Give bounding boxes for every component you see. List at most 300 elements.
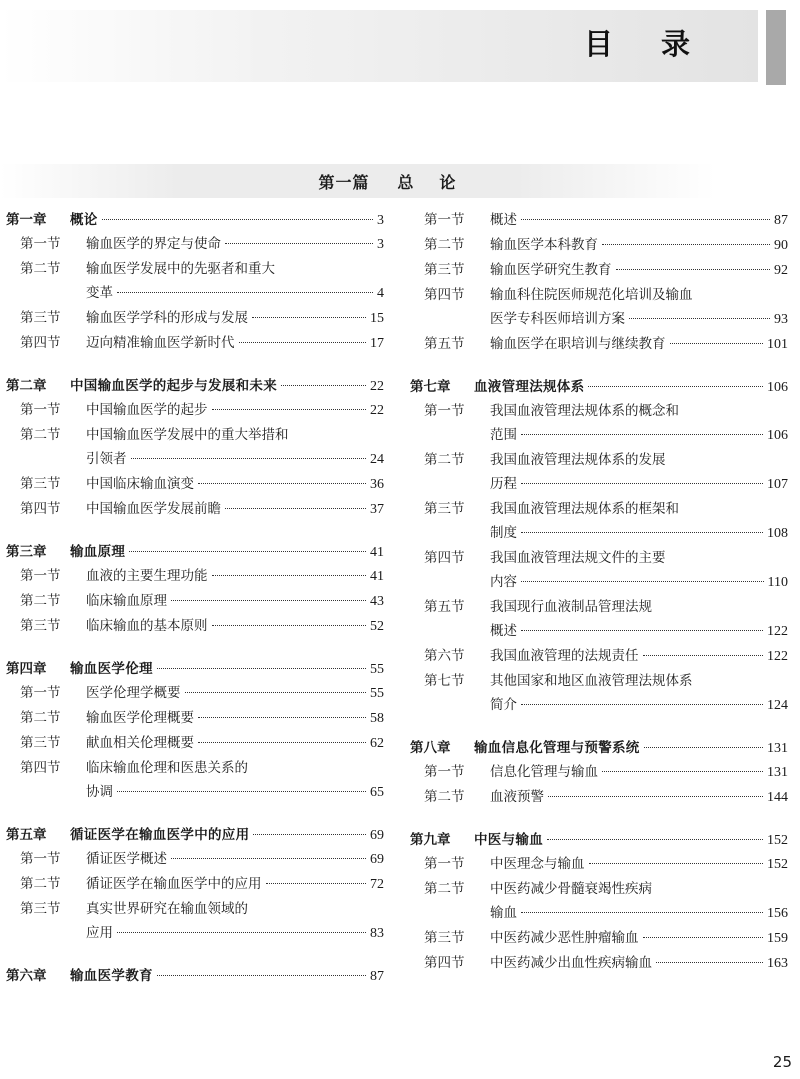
section-line xyxy=(490,693,788,718)
section-text xyxy=(490,283,788,332)
section-page: 163 xyxy=(767,956,788,971)
section-text xyxy=(86,872,384,897)
toc-chapter-entry[interactable] xyxy=(6,657,384,681)
section-line xyxy=(86,780,384,805)
chapter-text xyxy=(474,736,788,761)
leader-dots xyxy=(171,858,366,859)
section-title: 中医药减少恶性肿瘤输血 xyxy=(490,930,639,946)
section-title: 真实世界研究在输血领域的 xyxy=(86,901,248,917)
toc-section-entry[interactable] xyxy=(6,589,384,614)
toc-section-entry[interactable] xyxy=(410,926,788,951)
toc-section-entry[interactable] xyxy=(6,423,384,472)
leader-dots xyxy=(644,747,763,748)
section-text xyxy=(86,847,384,872)
section-number: 第四节 xyxy=(424,955,465,971)
section-text xyxy=(490,448,788,497)
chapter-page: 131 xyxy=(767,741,788,756)
chapter-gap xyxy=(6,356,384,374)
section-line xyxy=(86,232,384,257)
toc-section-entry[interactable] xyxy=(6,681,384,706)
leader-dots xyxy=(629,318,770,319)
toc-chapter-entry[interactable] xyxy=(410,828,788,852)
section-line xyxy=(86,614,384,639)
section-line xyxy=(86,497,384,522)
section-text xyxy=(86,589,384,614)
chapter-page: 87 xyxy=(370,969,384,984)
toc-section-entry[interactable] xyxy=(410,332,788,357)
leader-dots xyxy=(185,692,367,693)
chapter-gap xyxy=(6,522,384,540)
leader-dots xyxy=(253,834,366,835)
leader-dots xyxy=(521,219,770,220)
section-page: 52 xyxy=(370,619,384,634)
toc-chapter-entry[interactable] xyxy=(6,374,384,398)
section-number: 第三节 xyxy=(424,262,465,278)
section-line xyxy=(490,423,788,448)
toc-section-entry[interactable] xyxy=(410,448,788,497)
section-title: 协调 xyxy=(86,784,113,800)
leader-dots xyxy=(157,668,366,669)
section-number: 第四节 xyxy=(424,287,465,303)
section-title: 迈向精准输血医学新时代 xyxy=(86,335,235,351)
chapter-line xyxy=(474,736,788,761)
section-number: 第五节 xyxy=(424,599,465,615)
section-number: 第一节 xyxy=(20,568,61,584)
section-line xyxy=(490,644,788,669)
toc-section-entry[interactable] xyxy=(6,306,384,331)
chapter-text xyxy=(70,540,384,565)
chapter-title: 循证医学在输血医学中的应用 xyxy=(70,827,250,843)
section-number: 第一节 xyxy=(424,764,465,780)
section-title: 其他国家和地区血液管理法规体系 xyxy=(490,673,693,689)
toc-right-column xyxy=(410,208,788,976)
toc-section-entry[interactable] xyxy=(6,232,384,257)
toc-section-entry[interactable] xyxy=(410,785,788,810)
section-text xyxy=(490,926,788,951)
leader-dots xyxy=(198,483,366,484)
toc-section-entry[interactable] xyxy=(410,258,788,283)
section-line xyxy=(86,731,384,756)
chapter-page: 69 xyxy=(370,828,384,843)
leader-dots xyxy=(157,975,366,976)
toc-chapter-entry[interactable] xyxy=(410,736,788,760)
section-line xyxy=(86,306,384,331)
section-page: 156 xyxy=(767,906,788,921)
chapter-title: 输血信息化管理与预警系统 xyxy=(474,740,640,756)
toc-left-column xyxy=(6,208,384,988)
leader-dots xyxy=(521,434,763,435)
section-line xyxy=(490,926,788,951)
section-line xyxy=(490,283,788,307)
section-line xyxy=(490,951,788,976)
chapter-page: 22 xyxy=(370,379,384,394)
section-text xyxy=(86,331,384,356)
chapter-page: 106 xyxy=(767,380,788,395)
section-page: 122 xyxy=(767,624,788,639)
section-title: 中国输血医学发展中的重大举措和 xyxy=(86,427,289,443)
toc-section-entry[interactable] xyxy=(410,497,788,546)
section-text xyxy=(490,785,788,810)
chapter-line xyxy=(70,657,384,682)
section-text xyxy=(490,332,788,357)
section-page: 83 xyxy=(370,926,384,941)
section-title: 输血医学的界定与使命 xyxy=(86,236,221,252)
section-page: 24 xyxy=(370,452,384,467)
section-title: 输血医学学科的形成与发展 xyxy=(86,310,248,326)
chapter-line xyxy=(70,540,384,565)
chapter-title: 概论 xyxy=(70,212,98,228)
section-title: 循证医学在输血医学中的应用 xyxy=(86,876,262,892)
toc-section-entry[interactable] xyxy=(6,614,384,639)
section-page: 69 xyxy=(370,852,384,867)
section-line xyxy=(490,472,788,497)
toc-section-entry[interactable] xyxy=(410,399,788,448)
section-number: 第三节 xyxy=(20,618,61,634)
leader-dots xyxy=(521,704,763,705)
leader-dots xyxy=(521,630,763,631)
section-line xyxy=(490,595,788,619)
section-page: 101 xyxy=(767,337,788,352)
section-line xyxy=(86,589,384,614)
chapter-title: 中医与输血 xyxy=(474,832,543,848)
section-page: 90 xyxy=(774,238,788,253)
section-number: 第二节 xyxy=(20,261,61,277)
section-title: 输血医学发展中的先驱者和重大 xyxy=(86,261,275,277)
section-text xyxy=(490,951,788,976)
section-number: 第一节 xyxy=(20,685,61,701)
leader-dots xyxy=(656,962,763,963)
part-label: 第一篇 xyxy=(318,173,370,192)
section-title: 中国输血医学发展前瞻 xyxy=(86,501,221,517)
section-title: 引领者 xyxy=(86,451,127,467)
chapter-line xyxy=(70,823,384,848)
section-title: 医学伦理学概要 xyxy=(86,685,181,701)
section-title: 临床输血原理 xyxy=(86,593,167,609)
section-page: 65 xyxy=(370,785,384,800)
section-text xyxy=(490,852,788,877)
chapter-gap xyxy=(6,639,384,657)
leader-dots xyxy=(212,409,367,410)
section-page: 122 xyxy=(767,649,788,664)
section-line xyxy=(86,281,384,306)
section-text xyxy=(490,669,788,718)
leader-dots xyxy=(602,771,763,772)
chapter-title: 输血医学教育 xyxy=(70,968,153,984)
toc-section-entry[interactable] xyxy=(6,706,384,731)
section-title: 血液预警 xyxy=(490,789,544,805)
section-title: 输血医学本科教育 xyxy=(490,237,598,253)
part-heading xyxy=(0,170,800,193)
chapter-gap xyxy=(6,946,384,964)
leader-dots xyxy=(131,458,367,459)
leader-dots xyxy=(602,244,770,245)
section-text xyxy=(490,399,788,448)
section-title: 中医药减少骨髓衰竭性疾病 xyxy=(490,881,652,897)
leader-dots xyxy=(643,655,764,656)
toc-section-entry[interactable] xyxy=(410,546,788,595)
section-line xyxy=(86,398,384,423)
section-line xyxy=(490,619,788,644)
section-number: 第二节 xyxy=(20,710,61,726)
section-text xyxy=(86,731,384,756)
section-page: 131 xyxy=(767,765,788,780)
page-title: 目录 xyxy=(583,27,738,61)
section-line xyxy=(86,847,384,872)
leader-dots xyxy=(588,386,763,387)
toc-chapter-entry[interactable] xyxy=(6,208,384,232)
toc-section-entry[interactable] xyxy=(410,877,788,926)
toc-section-entry[interactable] xyxy=(6,398,384,423)
leader-dots xyxy=(117,932,366,933)
section-title: 我国现行血液制品管理法规 xyxy=(490,599,652,615)
section-line xyxy=(86,257,384,281)
section-number: 第七节 xyxy=(424,673,465,689)
toc-section-entry[interactable] xyxy=(6,472,384,497)
toc-section-entry[interactable] xyxy=(6,756,384,805)
section-title: 临床输血伦理和医患关系的 xyxy=(86,760,248,776)
section-page: 4 xyxy=(377,286,384,301)
section-title: 信息化管理与输血 xyxy=(490,764,598,780)
section-title: 输血医学在职培训与继续教育 xyxy=(490,336,666,352)
section-text xyxy=(490,595,788,644)
section-text xyxy=(490,760,788,785)
section-line xyxy=(490,877,788,901)
chapter-title: 中国输血医学的起步与发展和未来 xyxy=(70,378,277,394)
section-text xyxy=(86,706,384,731)
section-page: 15 xyxy=(370,311,384,326)
section-line xyxy=(490,521,788,546)
section-title: 我国血液管理法规文件的主要 xyxy=(490,550,666,566)
section-text xyxy=(490,877,788,926)
chapter-line xyxy=(70,964,384,989)
leader-dots xyxy=(643,937,764,938)
section-number: 第二节 xyxy=(424,452,465,468)
leader-dots xyxy=(548,796,763,797)
chapter-page: 152 xyxy=(767,833,788,848)
section-line xyxy=(86,447,384,472)
chapter-number: 第一章 xyxy=(6,212,47,228)
toc-chapter-entry[interactable] xyxy=(6,823,384,847)
chapter-text xyxy=(70,657,384,682)
toc-section-entry[interactable] xyxy=(6,331,384,356)
section-title: 简介 xyxy=(490,697,517,713)
section-page: 87 xyxy=(774,213,788,228)
chapter-gap xyxy=(410,718,788,736)
chapter-gap xyxy=(6,805,384,823)
toc-section-entry[interactable] xyxy=(410,595,788,644)
toc-chapter-entry[interactable] xyxy=(410,375,788,399)
leader-dots xyxy=(670,343,764,344)
part-name: 总论 xyxy=(397,173,482,192)
section-page: 17 xyxy=(370,336,384,351)
leader-dots xyxy=(521,581,764,582)
section-text xyxy=(490,208,788,233)
section-text xyxy=(86,497,384,522)
section-title: 历程 xyxy=(490,476,517,492)
section-line xyxy=(490,785,788,810)
toc-section-entry[interactable] xyxy=(410,644,788,669)
section-line xyxy=(86,921,384,946)
toc-section-entry[interactable] xyxy=(410,852,788,877)
section-page: 62 xyxy=(370,736,384,751)
section-line xyxy=(86,872,384,897)
toc-section-entry[interactable] xyxy=(6,847,384,872)
leader-dots xyxy=(212,625,367,626)
chapter-text xyxy=(70,964,384,989)
section-line xyxy=(490,570,788,595)
leader-dots xyxy=(266,883,367,884)
section-page: 36 xyxy=(370,477,384,492)
toc-section-entry[interactable] xyxy=(6,731,384,756)
section-number: 第三节 xyxy=(424,930,465,946)
chapter-number: 第九章 xyxy=(410,832,451,848)
section-line xyxy=(490,208,788,233)
leader-dots xyxy=(212,575,367,576)
toc-chapter-entry[interactable] xyxy=(6,540,384,564)
page-number: 25 xyxy=(772,1053,792,1071)
toc-section-entry[interactable] xyxy=(6,257,384,306)
chapter-title: 输血原理 xyxy=(70,544,126,560)
section-page: 110 xyxy=(767,575,788,590)
section-page: 159 xyxy=(767,931,788,946)
section-page: 3 xyxy=(377,237,384,252)
chapter-text xyxy=(474,828,788,853)
chapter-line xyxy=(70,374,384,399)
leader-dots xyxy=(117,292,373,293)
section-line xyxy=(86,756,384,780)
section-text xyxy=(86,614,384,639)
section-line xyxy=(490,399,788,423)
section-text xyxy=(86,681,384,706)
section-title: 我国血液管理法规体系的概念和 xyxy=(490,403,679,419)
leader-dots xyxy=(117,791,366,792)
section-title: 我国血液管理法规体系的框架和 xyxy=(490,501,679,517)
leader-dots xyxy=(198,742,366,743)
section-text xyxy=(86,306,384,331)
section-title: 变革 xyxy=(86,285,113,301)
chapter-number: 第五章 xyxy=(6,827,47,843)
section-line xyxy=(86,564,384,589)
section-page: 37 xyxy=(370,502,384,517)
section-title: 我国血液管理的法规责任 xyxy=(490,648,639,664)
section-number: 第三节 xyxy=(20,735,61,751)
section-line xyxy=(490,669,788,693)
toc-section-entry[interactable] xyxy=(6,497,384,522)
section-number: 第四节 xyxy=(20,335,61,351)
section-text xyxy=(490,497,788,546)
section-title: 输血医学伦理概要 xyxy=(86,710,194,726)
chapter-page: 41 xyxy=(370,545,384,560)
section-page: 144 xyxy=(767,790,788,805)
section-page: 107 xyxy=(767,477,788,492)
chapter-number: 第四章 xyxy=(6,661,47,677)
toc-section-entry[interactable] xyxy=(410,208,788,233)
section-text xyxy=(86,257,384,306)
section-page: 72 xyxy=(370,877,384,892)
section-number: 第四节 xyxy=(20,760,61,776)
section-line xyxy=(490,258,788,283)
section-number: 第一节 xyxy=(20,851,61,867)
section-text xyxy=(86,564,384,589)
chapter-page: 55 xyxy=(370,662,384,677)
section-title: 概述 xyxy=(490,623,517,639)
section-title: 循证医学概述 xyxy=(86,851,167,867)
section-page: 41 xyxy=(370,569,384,584)
toc-section-entry[interactable] xyxy=(6,872,384,897)
section-line xyxy=(490,852,788,877)
section-line xyxy=(490,546,788,570)
chapter-line xyxy=(474,375,788,400)
leader-dots xyxy=(521,483,763,484)
section-line xyxy=(490,307,788,332)
chapter-text xyxy=(70,374,384,399)
section-number: 第一节 xyxy=(424,856,465,872)
section-title: 我国血液管理法规体系的发展 xyxy=(490,452,666,468)
section-title: 中国输血医学的起步 xyxy=(86,402,208,418)
chapter-gap xyxy=(410,810,788,828)
section-title: 范围 xyxy=(490,427,517,443)
section-title: 制度 xyxy=(490,525,517,541)
section-line xyxy=(86,706,384,731)
section-line xyxy=(86,423,384,447)
toc-section-entry[interactable] xyxy=(410,669,788,718)
toc-section-entry[interactable] xyxy=(410,760,788,785)
section-title: 中国临床输血演变 xyxy=(86,476,194,492)
section-number: 第二节 xyxy=(20,593,61,609)
toc-section-entry[interactable] xyxy=(6,897,384,946)
section-line xyxy=(490,497,788,521)
toc-section-entry[interactable] xyxy=(410,233,788,258)
section-title: 中医药减少出血性疾病输血 xyxy=(490,955,652,971)
section-text xyxy=(490,233,788,258)
section-text xyxy=(490,258,788,283)
toc-chapter-entry[interactable] xyxy=(6,964,384,988)
toc-section-entry[interactable] xyxy=(410,283,788,332)
header-side-bar xyxy=(766,10,786,85)
chapter-line xyxy=(70,208,384,233)
section-title: 医学专科医师培训方案 xyxy=(490,311,625,327)
toc-section-entry[interactable] xyxy=(410,951,788,976)
section-number: 第四节 xyxy=(20,501,61,517)
section-line xyxy=(86,897,384,921)
section-page: 22 xyxy=(370,403,384,418)
toc-section-entry[interactable] xyxy=(6,564,384,589)
section-number: 第二节 xyxy=(424,237,465,253)
section-text xyxy=(86,897,384,946)
section-number: 第六节 xyxy=(424,648,465,664)
section-number: 第二节 xyxy=(20,427,61,443)
leader-dots xyxy=(129,551,366,552)
section-page: 106 xyxy=(767,428,788,443)
section-text xyxy=(86,756,384,805)
section-number: 第二节 xyxy=(20,876,61,892)
leader-dots xyxy=(547,839,763,840)
section-number: 第三节 xyxy=(20,310,61,326)
section-number: 第三节 xyxy=(20,476,61,492)
section-number: 第一节 xyxy=(424,403,465,419)
leader-dots xyxy=(225,508,366,509)
chapter-text xyxy=(70,823,384,848)
section-page: 152 xyxy=(767,857,788,872)
section-page: 55 xyxy=(370,686,384,701)
chapter-page: 3 xyxy=(377,213,384,228)
chapter-title: 血液管理法规体系 xyxy=(474,379,585,395)
section-title: 概述 xyxy=(490,212,517,228)
section-line xyxy=(490,332,788,357)
section-page: 43 xyxy=(370,594,384,609)
section-title: 血液的主要生理功能 xyxy=(86,568,208,584)
leader-dots xyxy=(239,342,367,343)
